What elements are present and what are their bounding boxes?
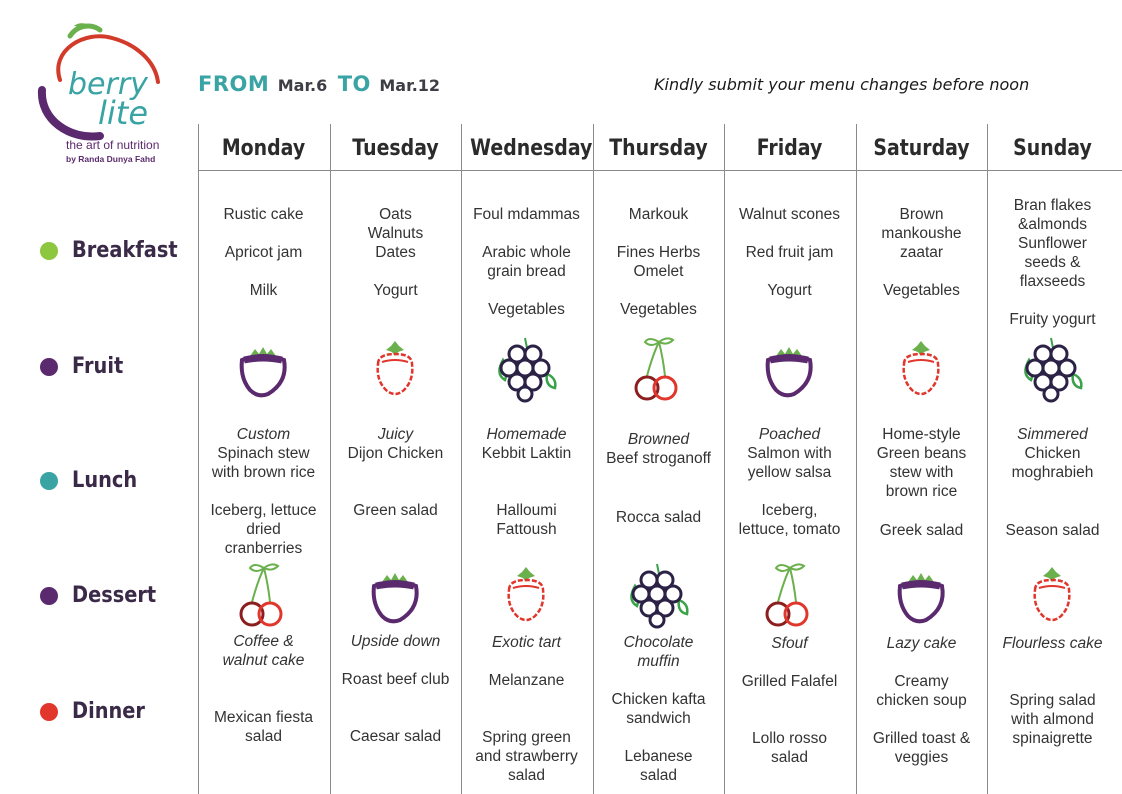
menu-line	[330, 708, 461, 727]
breakfast-cell-saturday	[856, 205, 987, 300]
menu-line	[724, 224, 855, 243]
menu-line	[461, 224, 592, 243]
dinner-cell-monday	[198, 689, 329, 746]
menu-line: Iceberg, lettuce	[210, 502, 317, 519]
menu-line: zaatar	[899, 244, 944, 261]
menu-line: Home-style	[882, 426, 961, 443]
meal-row-label-breakfast	[40, 238, 192, 263]
menu-line: Rocca salad	[615, 509, 702, 526]
menu-line	[461, 709, 592, 728]
menu-line: salad	[507, 767, 546, 784]
menu-line: Green salad	[353, 502, 438, 519]
day-header-sunday: Sunday	[1013, 136, 1092, 161]
menu-line: Kebbit Laktin	[481, 445, 572, 462]
lunch-main-cell-friday	[724, 425, 855, 482]
menu-line	[856, 262, 987, 281]
menu-line	[330, 262, 461, 281]
menu-change-notice: Kindly submit your menu changes before noon	[654, 75, 1030, 94]
menu-line: Yogurt	[373, 282, 418, 299]
menu-line: Foul mdammas	[473, 206, 580, 223]
dinner-cell-friday	[724, 672, 855, 767]
menu-line: Coffee &	[233, 633, 294, 650]
lunch-side-cell-friday	[724, 501, 855, 539]
dinner-cell-thursday	[593, 690, 724, 785]
breakfast-cell-thursday	[593, 205, 724, 319]
menu-line: Caesar salad	[349, 728, 442, 745]
meal-label: Breakfast	[72, 238, 178, 263]
menu-line: Homemade	[486, 426, 567, 443]
menu-line: Grilled Falafel	[741, 673, 838, 690]
menu-line: Creamy	[894, 673, 949, 690]
menu-line: Milk	[249, 282, 278, 299]
raspberry-icon	[360, 334, 430, 404]
meal-row-label-lunch	[40, 468, 146, 493]
menu-line: lettuce, tomato	[738, 521, 841, 538]
grapes-icon	[623, 560, 693, 630]
menu-line: Brown	[899, 206, 944, 223]
menu-line: &almonds	[1018, 216, 1087, 233]
dessert-cell-thursday	[593, 633, 724, 671]
lunch-main-cell-sunday	[987, 425, 1118, 482]
dessert-cell-friday	[724, 634, 855, 653]
strawberry-icon	[360, 560, 430, 630]
menu-line: flaxseeds	[1019, 273, 1086, 290]
logo-word-bottom: lite	[98, 94, 149, 132]
cherries-icon	[754, 560, 824, 630]
menu-line: Rustic cake	[223, 206, 304, 223]
menu-line: Omelet	[633, 263, 684, 280]
meal-row-label-dessert	[40, 583, 168, 608]
menu-line: Walnuts	[367, 225, 424, 242]
menu-line: Vegetables	[488, 301, 565, 318]
menu-line: walnut cake	[222, 652, 305, 669]
dessert-cell-tuesday	[330, 632, 461, 651]
dessert-cell-wednesday	[461, 633, 592, 652]
menu-line	[724, 262, 855, 281]
cherries-icon	[623, 334, 693, 404]
to-label: TO	[337, 72, 371, 96]
dinner-cell-sunday	[987, 691, 1118, 748]
menu-line: Yogurt	[767, 282, 812, 299]
menu-line: Markouk	[628, 206, 689, 223]
header-divider	[198, 170, 1122, 171]
breakfast-cell-friday	[724, 205, 855, 300]
menu-line: cranberries	[224, 540, 303, 557]
menu-line: Spring salad	[1009, 692, 1096, 709]
logo-word-top: berry	[68, 67, 148, 102]
menu-line: salad	[639, 767, 678, 784]
lunch-side-cell-monday	[198, 501, 329, 558]
breakfast-cell-monday	[198, 205, 329, 300]
breakfast-cell-wednesday	[461, 205, 592, 319]
menu-line: Upside down	[350, 633, 441, 650]
menu-line: Chocolate	[623, 634, 694, 651]
menu-line: Vegetables	[883, 282, 960, 299]
menu-line: Iceberg,	[761, 502, 818, 519]
raspberry-icon	[886, 334, 956, 404]
lunch-main-cell-thursday	[593, 430, 724, 468]
lunch-side-cell-thursday	[593, 508, 724, 527]
menu-line: Salmon with	[747, 445, 832, 462]
menu-line: Chicken	[1024, 445, 1081, 462]
meal-color-dot	[40, 703, 58, 721]
cherries-icon	[228, 560, 298, 630]
menu-line	[461, 690, 592, 709]
menu-line	[198, 262, 329, 281]
menu-line: salad	[244, 728, 283, 745]
menu-line: Exotic tart	[492, 634, 561, 651]
menu-line: Arabic whole	[482, 244, 571, 261]
menu-line	[856, 710, 987, 729]
meal-label: Dinner	[72, 699, 145, 724]
strawberry-icon	[886, 560, 956, 630]
menu-line: spinaigrette	[1012, 730, 1093, 747]
menu-line: Bran flakes	[1013, 197, 1092, 214]
menu-line: dried	[246, 521, 281, 538]
menu-line: with brown rice	[211, 464, 316, 481]
menu-line	[198, 689, 329, 708]
menu-line: Mexican fiesta	[213, 709, 314, 726]
meal-label: Lunch	[72, 468, 138, 493]
lunch-side-cell-wednesday	[461, 501, 592, 539]
dinner-cell-wednesday	[461, 671, 592, 785]
menu-line: Lazy cake	[886, 635, 957, 652]
menu-line: Sfouf	[771, 635, 808, 652]
day-header-tuesday: Tuesday	[352, 136, 439, 161]
menu-line: Lebanese	[624, 748, 693, 765]
lunch-main-cell-saturday	[856, 425, 987, 501]
meal-color-dot	[40, 358, 58, 376]
menu-line: Chicken kafta	[611, 691, 706, 708]
dessert-cell-saturday	[856, 634, 987, 653]
meal-row-label-fruit	[40, 354, 130, 379]
menu-line: seeds &	[1024, 254, 1081, 271]
meal-label: Fruit	[72, 354, 124, 379]
menu-line	[593, 281, 724, 300]
day-header-thursday: Thursday	[609, 136, 708, 161]
menu-line	[461, 281, 592, 300]
menu-line: mankoushe	[881, 225, 962, 242]
menu-line: Dijon Chicken	[347, 445, 444, 462]
menu-line: Halloumi	[496, 502, 557, 519]
menu-line: and strawberry	[475, 748, 578, 765]
strawberry-icon	[228, 334, 298, 404]
menu-line	[593, 224, 724, 243]
menu-line: Spring green	[482, 729, 571, 746]
date-range	[198, 72, 446, 96]
menu-line: Poached	[758, 426, 821, 443]
grapes-icon	[491, 334, 561, 404]
lunch-main-cell-wednesday	[461, 425, 592, 463]
menu-line: Greek salad	[879, 522, 964, 539]
menu-line: Browned	[627, 431, 690, 448]
menu-line: Apricot jam	[224, 244, 303, 261]
menu-line: Lollo rosso	[752, 730, 827, 747]
from-label: FROM	[198, 72, 270, 96]
menu-line: Juicy	[377, 426, 414, 443]
lunch-side-cell-saturday	[856, 521, 987, 540]
menu-line	[330, 689, 461, 708]
lunch-side-cell-tuesday	[330, 501, 461, 520]
menu-line	[198, 224, 329, 243]
menu-line: Oats	[379, 206, 412, 223]
menu-line: sandwich	[626, 710, 691, 727]
lunch-main-cell-tuesday	[330, 425, 461, 463]
menu-line: Roast beef club	[341, 671, 450, 688]
menu-line: veggies	[894, 749, 949, 766]
day-header-monday: Monday	[221, 136, 306, 161]
meal-label: Dessert	[72, 583, 157, 608]
from-date: Mar.6	[277, 76, 328, 95]
lunch-side-cell-sunday	[987, 521, 1118, 540]
meal-color-dot	[40, 472, 58, 490]
logo-tagline: the art of nutrition	[66, 138, 160, 152]
menu-line: chicken soup	[876, 692, 967, 709]
menu-line: Fruity yogurt	[1009, 311, 1096, 328]
menu-line: brown rice	[885, 483, 958, 500]
breakfast-cell-sunday	[987, 196, 1118, 329]
meal-color-dot	[40, 587, 58, 605]
day-header-wednesday: Wednesday	[470, 136, 593, 161]
menu-line	[724, 710, 855, 729]
menu-line: Sunflower	[1018, 235, 1087, 252]
dinner-cell-saturday	[856, 672, 987, 767]
menu-line: Beef stroganoff	[606, 450, 711, 467]
meal-color-dot	[40, 242, 58, 260]
raspberry-icon	[491, 560, 561, 630]
meal-row-label-dinner	[40, 699, 155, 724]
menu-line	[593, 728, 724, 747]
menu-line: stew with	[889, 464, 954, 481]
menu-line: Simmered	[1017, 426, 1088, 443]
menu-line: Melanzane	[488, 672, 565, 689]
menu-line: Dates	[375, 244, 416, 261]
menu-line	[724, 691, 855, 710]
logo-byline: by Randa Dunya Fahd	[66, 154, 156, 164]
menu-line: Fattoush	[496, 521, 557, 538]
breakfast-cell-tuesday	[330, 205, 461, 300]
menu-line	[987, 291, 1118, 310]
menu-line: moghrabieh	[1011, 464, 1094, 481]
menu-line: Flourless cake	[1002, 635, 1103, 652]
menu-line: grain bread	[487, 263, 566, 280]
day-header-saturday: Saturday	[873, 136, 970, 161]
menu-line: Walnut scones	[738, 206, 841, 223]
menu-line: Season salad	[1005, 522, 1100, 539]
menu-line: Spinach stew	[217, 445, 310, 462]
menu-line: Red fruit jam	[745, 244, 834, 261]
to-date: Mar.12	[379, 76, 441, 95]
dessert-cell-sunday	[987, 634, 1118, 653]
day-header-friday: Friday	[756, 136, 823, 161]
menu-line: salad	[770, 749, 809, 766]
strawberry-icon	[754, 334, 824, 404]
menu-line: Grilled toast &	[872, 730, 971, 747]
dessert-cell-monday	[198, 632, 329, 670]
menu-line: Custom	[236, 426, 291, 443]
menu-line: Vegetables	[620, 301, 697, 318]
menu-line: Green beans	[876, 445, 967, 462]
raspberry-icon	[1017, 560, 1087, 630]
menu-line: yellow salsa	[747, 464, 832, 481]
dinner-cell-tuesday	[330, 670, 461, 746]
grapes-icon	[1017, 334, 1087, 404]
menu-line: with almond	[1011, 711, 1094, 728]
menu-line: Fines Herbs	[616, 244, 701, 261]
menu-line: muffin	[637, 653, 680, 670]
lunch-main-cell-monday	[198, 425, 329, 482]
